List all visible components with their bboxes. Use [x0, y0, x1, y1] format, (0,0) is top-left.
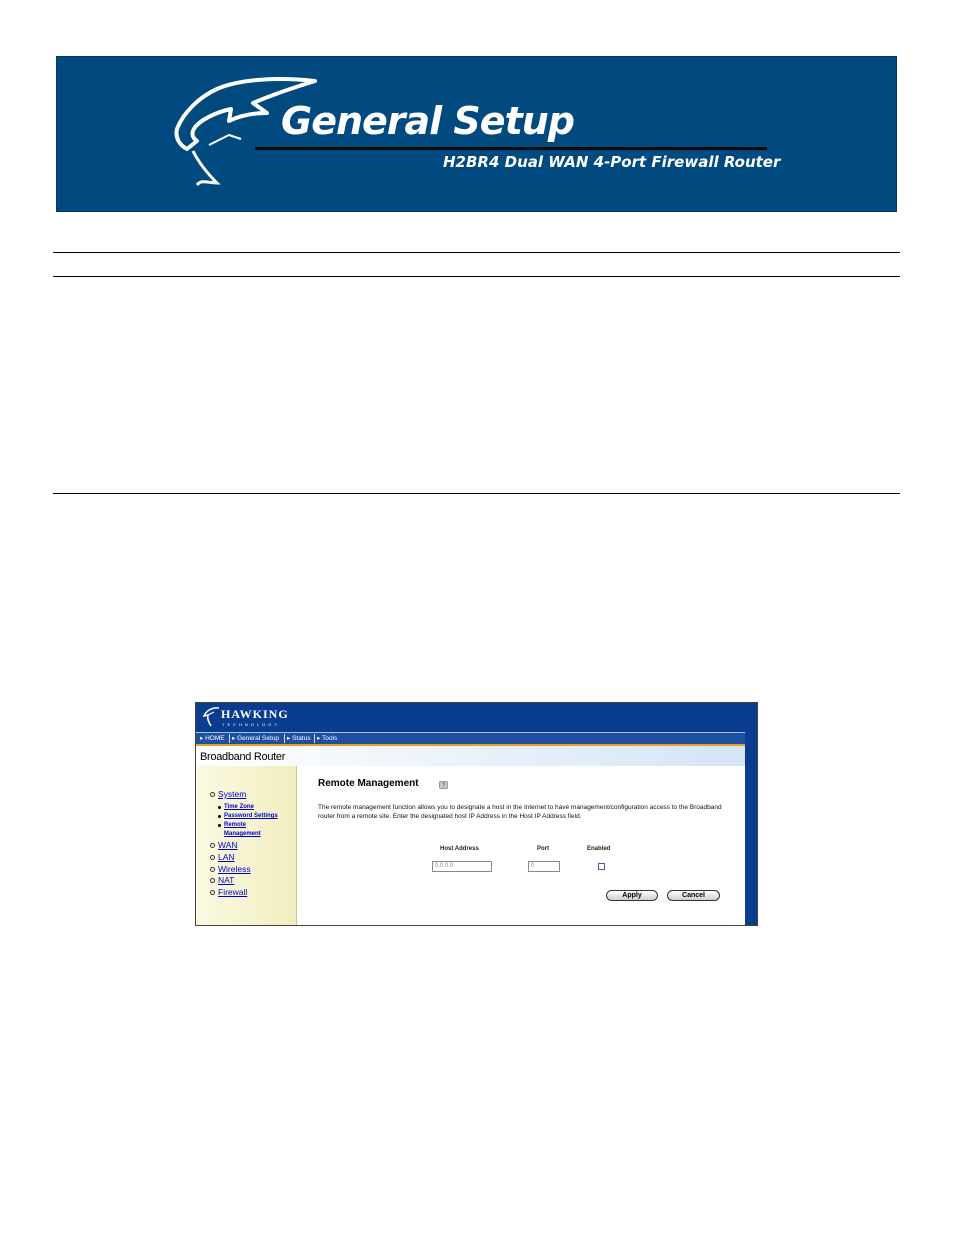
sidebar-item-nat[interactable]: NAT: [209, 875, 234, 885]
bullet-icon: [218, 815, 221, 818]
brand-name: HAWKING: [221, 707, 289, 721]
sidebar-item-wan[interactable]: WAN: [209, 840, 238, 850]
page-title: Remote Management: [318, 778, 419, 789]
nav-separator: [314, 734, 315, 743]
sidebar-item-firewall[interactable]: Firewall: [209, 887, 247, 897]
horizontal-rule: [53, 276, 900, 277]
router-ui-screenshot: [195, 702, 758, 926]
horizontal-rule: [53, 252, 900, 253]
enabled-checkbox[interactable]: [598, 863, 605, 870]
sidebar-subitem-time-zone[interactable]: Time Zone: [224, 803, 254, 811]
nav-general-setup[interactable]: ▸ General Setup: [232, 735, 279, 742]
sidebar-subitem-password-settings[interactable]: Password Settings: [224, 812, 278, 820]
host-address-label: Host Address: [440, 846, 479, 852]
sidebar: [196, 766, 297, 926]
scrollbar[interactable]: [745, 732, 757, 926]
router-header: [196, 703, 757, 732]
header-banner: [56, 56, 897, 212]
product-bar: [196, 746, 757, 766]
sidebar-subitem-remote-management[interactable]: Remote: [224, 821, 246, 829]
nav-home[interactable]: ▸ HOME: [200, 735, 225, 742]
circle-bullet-icon: [210, 792, 215, 797]
host-address-input[interactable]: 0.0.0.0: [432, 861, 492, 872]
banner-title: General Setup: [281, 99, 574, 143]
port-input[interactable]: 0: [528, 861, 560, 872]
sidebar-item-lan[interactable]: LAN: [209, 852, 235, 862]
circle-bullet-icon: [210, 843, 215, 848]
apply-button[interactable]: Apply: [606, 890, 658, 901]
circle-bullet-icon: [210, 890, 215, 895]
circle-bullet-icon: [210, 855, 215, 860]
bullet-icon: [218, 806, 221, 809]
sidebar-item-system[interactable]: System: [209, 789, 246, 799]
horizontal-rule: [53, 493, 900, 494]
nav-tools[interactable]: ▸ Tools: [317, 735, 338, 742]
circle-bullet-icon: [210, 878, 215, 883]
bullet-icon: [218, 824, 221, 827]
banner-subtitle: H2BR4 Dual WAN 4-Port Firewall Router: [443, 153, 781, 171]
nav-separator: [284, 734, 285, 743]
nav-status[interactable]: ▸ Status: [287, 735, 311, 742]
sidebar-item-wireless[interactable]: Wireless: [209, 864, 251, 874]
enabled-label: Enabled: [587, 846, 611, 852]
page-description: The remote management function allows you to designate a host in the Internet to have management/configuration access to the Broadband router from a remote site. Enter the designated host IP Address in the Host IP Address field.: [318, 804, 722, 820]
brand-subtitle: TECHNOLOGY: [222, 722, 281, 727]
port-label: Port: [537, 846, 549, 852]
help-icon[interactable]: ?: [439, 781, 448, 789]
top-nav: [196, 732, 757, 744]
banner-divider: [255, 147, 767, 150]
product-title: Broadband Router: [200, 751, 286, 763]
circle-bullet-icon: [210, 867, 215, 872]
hawk-logo-icon: [202, 706, 220, 728]
nav-separator: [229, 734, 230, 743]
cancel-button[interactable]: Cancel: [667, 890, 720, 901]
sidebar-subitem-remote-management-cont[interactable]: Management: [224, 831, 261, 837]
